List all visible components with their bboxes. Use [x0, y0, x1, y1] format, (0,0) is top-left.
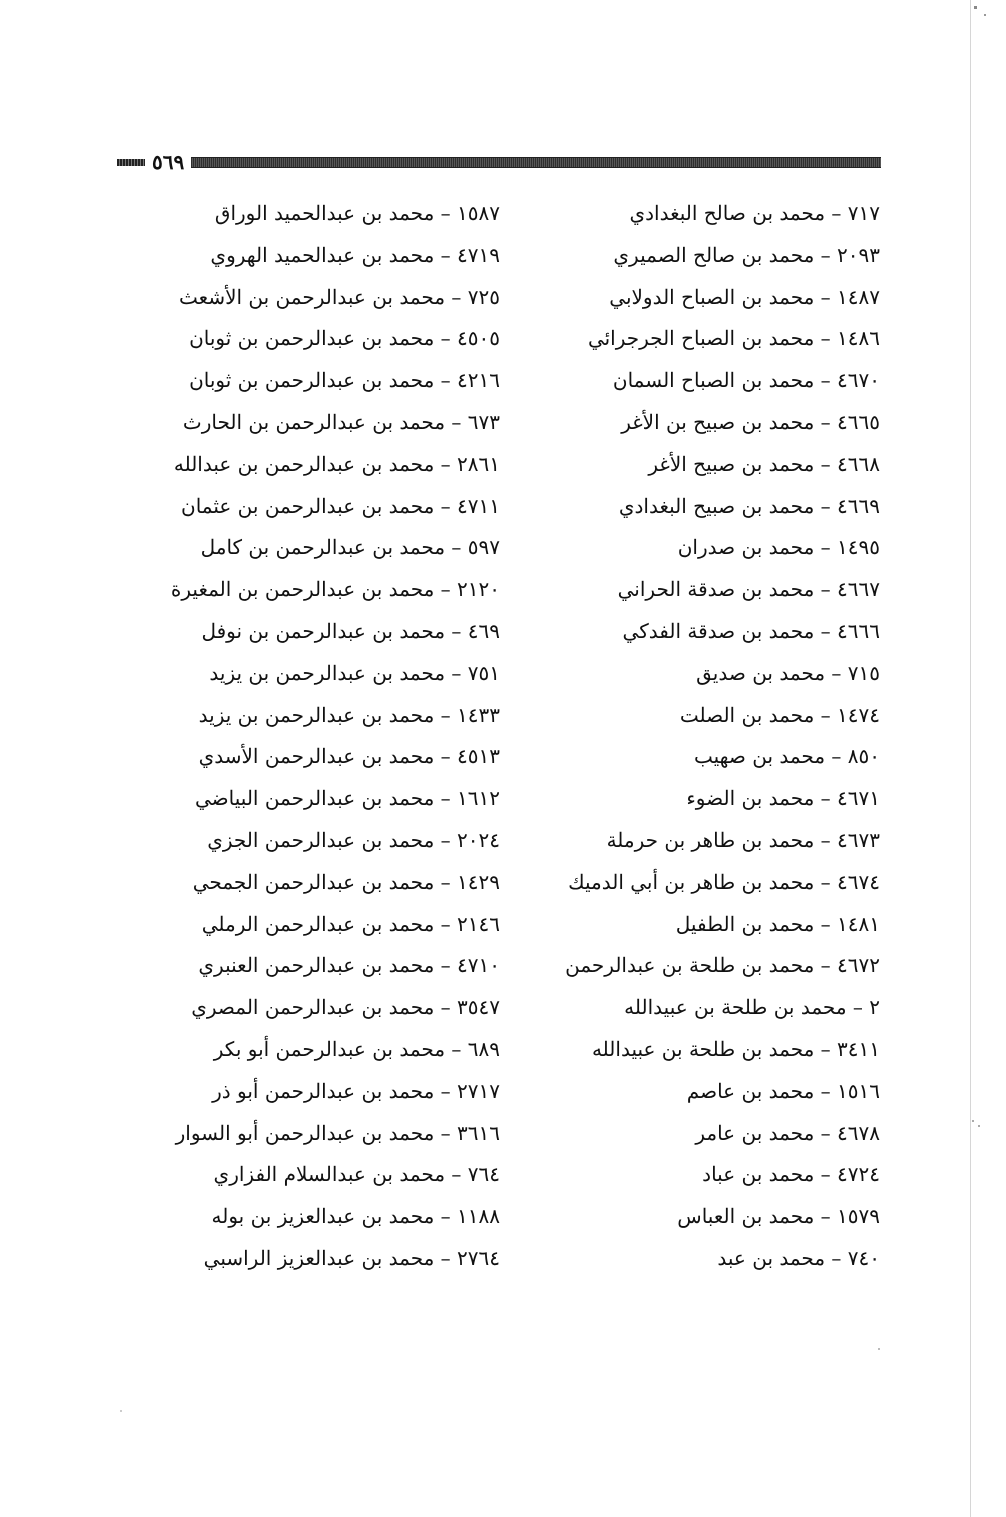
scan-speck	[972, 1120, 974, 1122]
index-entry: ٦٧٣ – محمد بن عبدالرحمن بن الحارث	[182, 409, 500, 434]
index-entry: ٤٦٩ – محمد بن عبدالرحمن بن نوفل	[201, 618, 500, 643]
header-rule	[191, 157, 881, 168]
index-entry: ١٦١٢ – محمد بن عبدالرحمن البياضي	[195, 786, 500, 811]
index-entry: ٤٦٧٤ – محمد بن طاهر بن أبي الدميك	[568, 869, 880, 894]
index-entry: ٧٤٠ – محمد بن عبد	[717, 1245, 880, 1270]
index-entry: ٢٨٦١ – محمد بن عبدالرحمن بن عبدالله	[173, 451, 500, 476]
index-entry: ٧٢٥ – محمد بن عبدالرحمن بن الأشعث	[179, 284, 500, 309]
scan-speck	[120, 1410, 122, 1412]
header-rule-short	[117, 159, 145, 166]
index-entry: ١٥١٦ – محمد بن عاصم	[686, 1078, 880, 1103]
index-entry: ٤٦٧٨ – محمد بن عامر	[695, 1120, 880, 1145]
index-entry: ٧٦٤ – محمد بن عبدالسلام الفزاري	[213, 1162, 500, 1187]
index-entry: ٢١٤٦ – محمد بن عبدالرحمن الرملي	[201, 911, 500, 936]
index-entry: ١٥٧٩ – محمد بن العباس	[677, 1204, 880, 1229]
index-entry: ٧١٥ – محمد بن صديق	[696, 660, 880, 685]
scan-speck	[878, 1348, 880, 1350]
page-number: ٥٦٩	[152, 150, 185, 174]
index-entry: ٤٥٠٥ – محمد بن عبدالرحمن بن ثوبان	[189, 326, 500, 351]
index-entry: ٢ – محمد بن طلحة بن عبيدالله	[624, 995, 880, 1020]
index-entry: ٢٧٦٤ – محمد بن عبدالعزيز الراسبي	[203, 1245, 500, 1270]
index-entry: ٤٦٧٢ – محمد بن طلحة بن عبدالرحمن	[565, 953, 880, 978]
left-column	[160, 193, 500, 1283]
index-entry: ٤٦٦٨ – محمد بن صبيح الأغر	[648, 451, 880, 476]
index-entry: ٤٦٦٥ – محمد بن صبيح بن الأغر	[621, 409, 880, 434]
right-column	[540, 193, 880, 1283]
index-entry: ٧٥١ – محمد بن عبدالرحمن بن يزيد	[209, 660, 500, 685]
scan-speck	[974, 6, 977, 9]
index-entry: ٦٨٩ – محمد بن عبدالرحمن أبو بكر	[213, 1036, 500, 1061]
index-entry: ٣٦١٦ – محمد بن عبدالرحمن أبو السوار	[175, 1120, 500, 1145]
index-entry: ٤٧١١ – محمد بن عبدالرحمن بن عثمان	[181, 493, 500, 518]
index-entry: ٤٦٧٠ – محمد بن الصباح السمان	[612, 368, 880, 393]
index-entry: ٤٦٦٦ – محمد بن صدقة الفدكي	[622, 618, 880, 643]
index-entry: ١٤٣٣ – محمد بن عبدالرحمن بن يزيد	[198, 702, 500, 727]
index-entry: ٢٠٢٤ – محمد بن عبدالرحمن الجزي	[207, 827, 500, 852]
index-entry: ١٤٨١ – محمد بن الطفيل	[675, 911, 880, 936]
index-entry: ١٤٩٥ – محمد بن صدران	[677, 535, 880, 560]
index-entry: ٤٢١٦ – محمد بن عبدالرحمن بن ثوبان	[189, 368, 500, 393]
index-entry: ١٤٨٦ – محمد بن الصباح الجرجرائي	[587, 326, 880, 351]
index-entry: ٨٥٠ – محمد بن صهيب	[693, 744, 880, 769]
page-header	[117, 150, 881, 174]
scan-edge-line	[970, 0, 971, 1517]
scan-speck	[984, 14, 986, 16]
index-entry: ٢٧١٧ – محمد بن عبدالرحمن أبو ذر	[212, 1078, 500, 1103]
index-entry: ٢٠٩٣ – محمد بن صالح الصميري	[613, 242, 880, 267]
index-entry: ٣٥٤٧ – محمد بن عبدالرحمن المصري	[191, 995, 500, 1020]
index-entry: ٣٤١١ – محمد بن طلحة بن عبيدالله	[591, 1036, 880, 1061]
index-entry: ٧١٧ – محمد بن صالح البغدادي	[629, 201, 880, 225]
index-entry: ٤٦٧٣ – محمد بن طاهر بن حرملة	[606, 827, 880, 852]
index-entry: ١٤٨٧ – محمد بن الصباح الدولابي	[609, 284, 880, 309]
index-entry: ٤٦٦٩ – محمد بن صبيح البغدادي	[618, 493, 880, 518]
index-entry: ٤٦٧١ – محمد بن الضوء	[686, 786, 880, 811]
index-entry: ١٤٧٤ – محمد بن الصلت	[679, 702, 880, 727]
index-entry: ١٤٢٩ – محمد بن عبدالرحمن الجمحي	[192, 869, 500, 894]
index-entry: ٤٧٢٤ – محمد بن عباد	[702, 1162, 880, 1187]
index-entry: ٢١٢٠ – محمد بن عبدالرحمن بن المغيرة	[170, 577, 500, 602]
index-entry: ١٥٨٧ – محمد بن عبدالحميد الوراق	[214, 201, 500, 225]
index-entry: ٤٧١٩ – محمد بن عبدالحميد الهروي	[210, 242, 500, 267]
index-entry: ٤٦٦٧ – محمد بن صدقة الحراني	[617, 577, 880, 602]
index-entry: ٤٧١٠ – محمد بن عبدالرحمن العنبري	[198, 953, 500, 978]
index-entry: ٤٥١٣ – محمد بن عبدالرحمن الأسدي	[198, 744, 500, 769]
scan-speck	[978, 1125, 980, 1127]
index-columns	[160, 193, 880, 1283]
index-entry: ٥٩٧ – محمد بن عبدالرحمن بن كامل	[200, 535, 500, 560]
index-entry: ١١٨٨ – محمد بن عبدالعزيز بن بوله	[211, 1204, 500, 1229]
